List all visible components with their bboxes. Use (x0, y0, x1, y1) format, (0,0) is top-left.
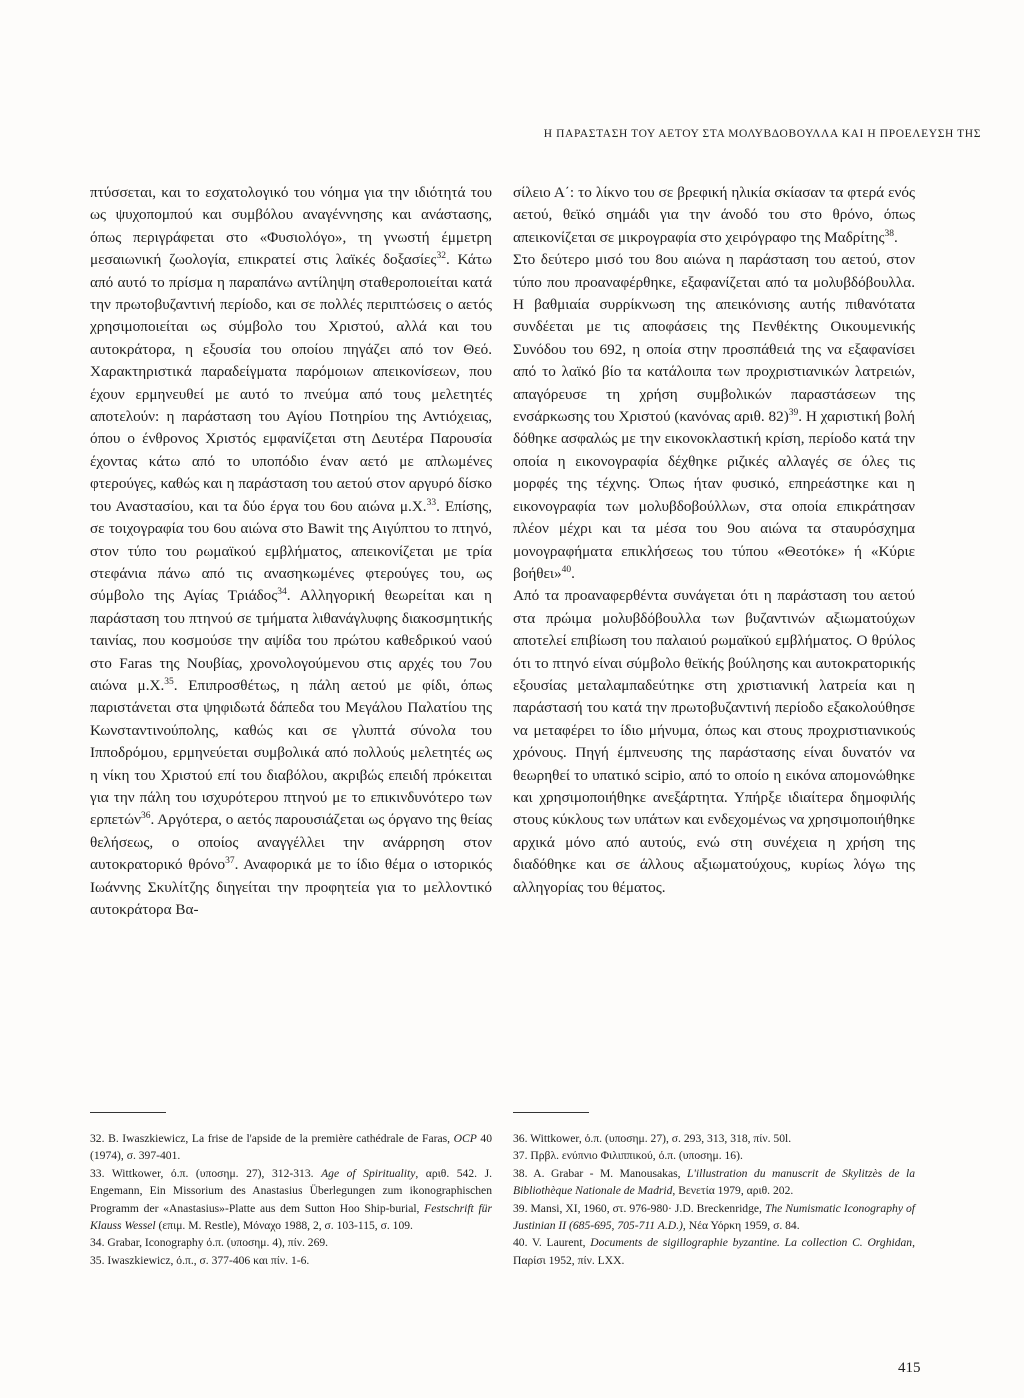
body-column-right (513, 182, 915, 899)
footnote-ref[interactable]: 40 (561, 564, 572, 575)
footnote-ref[interactable]: 39 (788, 408, 799, 418)
page-number: 415 (898, 1360, 921, 1376)
footnote-ref[interactable]: 36 (140, 811, 151, 822)
footnote-33: 33. Wittkower, ό.π. (υποσημ. 27), 312-313. Age of Spirituality, αριθ. 542. J. Engemann, Ein Missorium des Anastasius Überlegungen zum ikonographischen Programm der «Anastasius»-Platte aus dem Sutton Hoo Ship-burial, Festschrift für Klauss Wessel (επιμ. M. Restle), Μόναχο 1988, 2, σ. 103-115, σ. 109. (90, 1166, 493, 1233)
footnote-32: 32. B. Iwaszkiewicz, La frise de l'apside de la première cathédrale de Faras, OCP 40 (1974), σ. 397-401. (90, 1132, 492, 1163)
footnote-36: 36. Wittkower, ό.π. (υποσημ. 27), σ. 293, 313, 318, πίν. 50l. (513, 1132, 792, 1145)
footnote-ref[interactable]: 35 (164, 676, 174, 687)
footnote-ref[interactable]: 33 (426, 497, 437, 508)
footnote-ref[interactable]: 38 (884, 228, 894, 239)
footnotes-left (90, 1130, 492, 1269)
footnote-ref[interactable]: 32 (436, 251, 446, 262)
footnotes-right (513, 1130, 915, 1269)
footnote-37: 37. Πρβλ. ενύπνιο Φιλιππικού, ό.π. (υποσημ. 16). (513, 1149, 743, 1163)
footnote-rule (90, 1112, 166, 1113)
body-column-left (90, 182, 492, 921)
footnote-34: 34. Grabar, Iconography ό.π. (υποσημ. 4), πίν. 269. (90, 1236, 329, 1250)
paragraph: πτύσσεται, και το εσχατολογικό του νόημα για την ιδιότητά του ως ψυχοπομπού και συμβόλου αναγέννησης και ανάστασης, όπως περιγράφεται στο «Φυσιολόγο», τη γνωστή έμμετρη μεσαιωνική ζωολογία, επικρατεί στις λαϊκές δοξασίες$^{32}$. Κάτω από αυτό το πρίσμα η παραπάνω αντίληψη σταθεροποιείται κατά την πρωτοβυζαντινή περίοδο, και σε πολλές περιπτώσεις ο αετός χρησιμοποιείται ως σύμβολο του Χριστού, αλλά και του αυτοκράτορα, η εξουσία του οποίου πηγάζει από τον Θεό. Χαρακτηριστικά παραδείγματα παρόμοιων απεικονίσεων, που έχουν ερμηνευθεί με αυτό το πνεύμα από τους μελετητές αποτελούν: η παράσταση του Αγίου Ποτηρίου της Αντιόχειας, όπου ο ένθρονος Χριστός εμφανίζεται στη Δευτέρα Παρουσία έχοντας κάτω από το υποπόδιο έναν αετό με απλωμένες φτερούγες, καθώς και η παράσταση του αετού στον αργυρό δίσκο του Αναστασίου, και τα δύο έργα του 6ου αιώνα μ.Χ.$^{33}$. Επίσης, σε τοιχογραφία του 6ου αιώνα στο Bawit της Αιγύπτου το πτηνό, στον τύπο του ρωμαϊκού εμβλήματος, απεικονίζεται με τρία στεφάνια πάνω από τις ανασηκωμένες φτερούγες του, ως σύμβολο της Αγίας Τριάδος$^{34}$. Αλληγορική θεωρείται και η παράσταση του πτηνού σε τμήματα λιθανάγλυφης διακοσμητικής ταινίας, που κοσμούσε την αψίδα του πρώτου καθεδρικού ναού στο Faras της Νουβίας, χρονολογούμενου στις αρχές του 7ου αιώνα μ.Χ.$^{35}$. Επιπροσθέτως, η πάλη αετού με φίδι, όπως παριστάνεται στα ψηφιδωτά δάπεδα του Μεγάλου Παλατίου της Κωνσταντινούπολης, καθώς και σε γλυπτά σύνολα του Ιπποδρόμου, ερμηνεύεται συμβολικά από πολλούς μελετητές ως η νίκη του Χριστού επί του διαβόλου, ακριβώς επειδή πρόκειται για την πάλη του ισχυρότερου πτηνού με το επικινδυνότερο των ερπετών$^{36}$. Αργότερα, ο αετός παρουσιάζεται ως όργανο της θείας θελήσεως, ο οποίος αναγγέλλει την ανάρρηση στον αυτοκρατορικό θρόνο$^{37}$. Αναφορικά με το ίδιο θέμα ο ιστορικός Ιωάννης Σκυλίτζης διηγείται την προφητεία για το μελλοντικό αυτοκράτορα Βα- (90, 184, 493, 918)
running-head: Η ΠΑΡΑΣΤΑΣΗ ΤΟΥ ΑΕΤΟΥ ΣΤΑ ΜΟΛΥΒΔΟΒΟΥΛΛΑ ΚΑΙ Η ΠΡΟΕΛΕΥΣΗ ΤΗΣ (543, 128, 981, 140)
footnote-35: 35. Iwaszkiewicz, ό.π., σ. 377-406 και πίν. 1-6. (90, 1253, 310, 1267)
paragraph: Από τα προαναφερθέντα συνάγεται ότι η παράσταση του αετού στα πρώιμα μολυβδόβουλλα των βυζαντινών αξιωματούχων αποτελεί επιβίωση του παλαιού ρωμαϊκού εμβλήματος. Ο θρύλος ότι το πτηνό είναι σύμβολο θεϊκής βούλησης και αυτοκρατορικής εξουσίας μεταλαμπαδεύτηκε στη χριστιανική λατρεία και η παράστασή του κατά την πρωτοβυζαντινή περίοδο εξακολούθησε να μεταφέρει το ίδιο μήνυμα, όπως και στους προχριστιανικούς χρόνους. Πηγή έμπνευσης της παράστασης είναι δυνατόν να θεωρηθεί το υπατικό scipio, από το οποίο η εικόνα απομονώθηκε και χρησιμοποιήθηκε ανεξάρτητα. Υπήρξε ιδιαίτερα δημοφιλής στους κύκλους των υπάτων και ενδεχομένως να χρησιμοποιήθηκε αρχικά μόνο από αυτούς, ενώ στη συνέχεια η χρήση της διαδόθηκε και σε άλλους αξιωματούχους, κυρίως λόγω της αλληγορίας του θέματος. (513, 587, 915, 896)
paragraph: σίλειο Α΄: το λίκνο του σε βρεφική ηλικία σκίασαν τα φτερά ενός αετού, θεϊκό σημάδι για την άνοδό του στο θρόνο, όπως απεικονίζεται σε μικρογραφία στο χειρόγραφο της Μαδρίτης$^{38}$. (513, 184, 915, 246)
paragraph: Στο δεύτερο μισό του 8ου αιώνα η παράσταση του αετού, στον τύπο που προαναφέρθηκε, εξαφανίζεται από τα μολυβδόβουλλα. Η βαθμιαία συρρίκνωση της απεικόνισης αυτής πιθανότατα συνδέεται με τις αποφάσεις της Πενθέκτης Οικουμενικής Συνόδου του 692, η οποία στην προσπάθειά της να εξαφανίσει από το λαϊκό βίο τα κατάλοιπα των προχριστιανικών λατρειών, απαγόρευσε τη χρήση συμβολικών παραστάσεων της ενσάρκωσης του Χριστού (κανόνας αριθ. 82)$^{39}$. Η χαριστική βολή δόθηκε ασφαλώς με την εικονοκλαστική κρίση, περίοδο κατά την οποία η εικονογραφία δέχθηκε ριζικές αλλαγές σε όλες τις μορφές της τέχνης. Όπως ήταν φυσικό, επηρεάστηκε και η εικονογραφία των μολυβδοβούλλων, στα οποία επικράτησαν πλέον μέχρι και τα μέσα του 9ου αιώνα τα σταυρόσχημα μονογραφήματα επικλήσεως του τύπου «Θεοτόκε» ή «Κύριε βοήθει»$^{40}$. (513, 251, 915, 582)
footnote-ref[interactable]: 37 (225, 856, 235, 867)
footnote-ref[interactable]: 34 (277, 587, 287, 598)
footnote-39: 39. Mansi, XI, 1960, στ. 976-980· J.D. Breckenridge, The Numismatic Iconography of Justinian II (685-695, 705-711 A.D.), Νέα Υόρκη 1959, σ. 84. (513, 1201, 915, 1233)
footnote-rule (513, 1112, 589, 1113)
footnote-38: 38. A. Grabar - M. Manousakas, L'illustration du manuscrit de Skylitzès de la Bibliothèque Nationale de Madrid, Βενετία 1979, αριθ. 202. (513, 1166, 915, 1198)
footnote-40: 40. V. Laurent, Documents de sigillographie byzantine. La collection C. Orghidan, Παρίσι 1952, πίν. LXX. (513, 1236, 916, 1267)
